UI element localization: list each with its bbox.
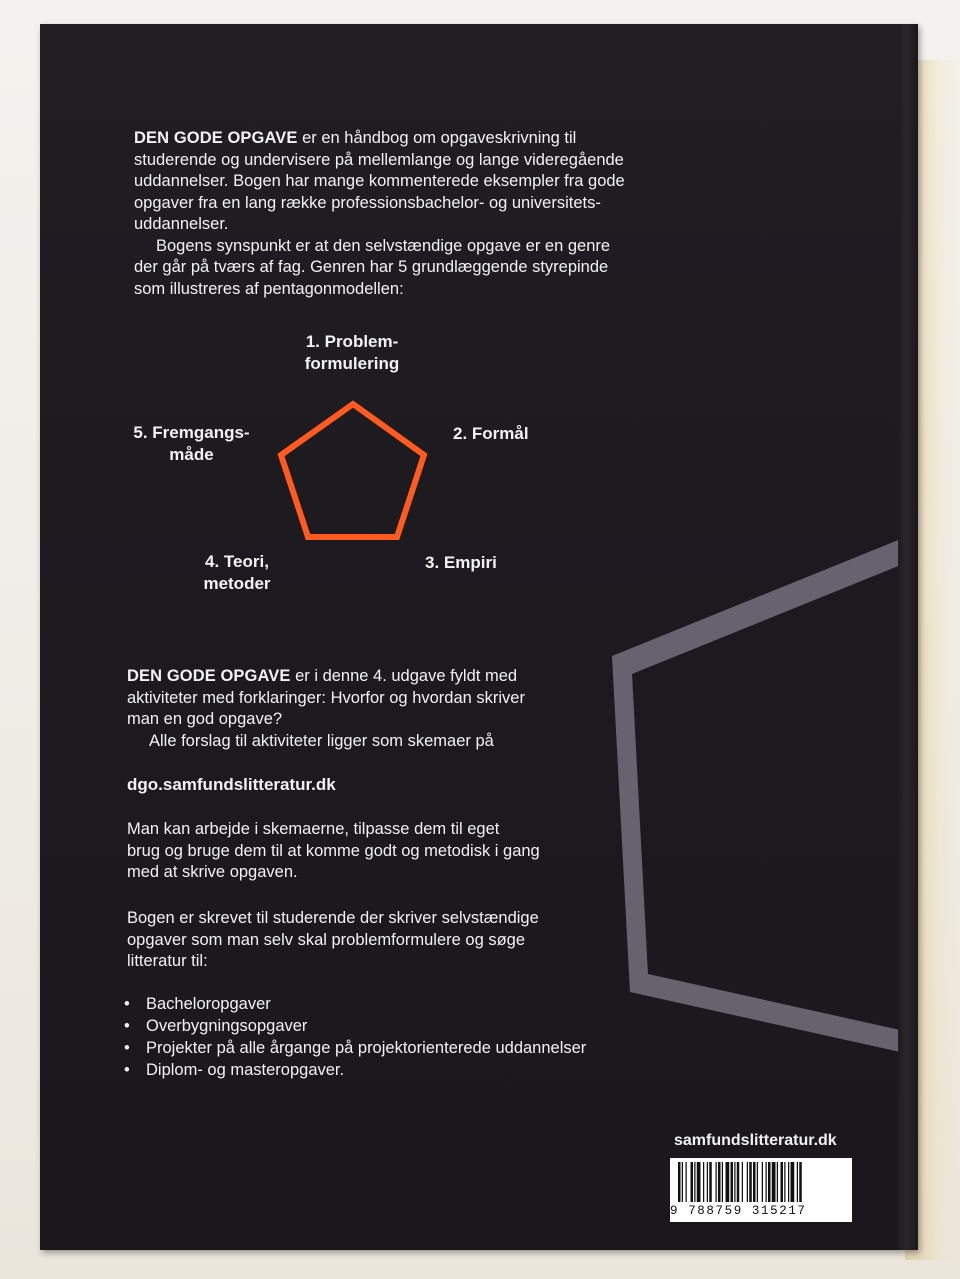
barcode-bar xyxy=(791,1162,795,1202)
barcode-bar xyxy=(753,1162,756,1202)
pentagon-label-fremgangsmaade: 5. Fremgangs- måde xyxy=(133,423,250,464)
barcode-bar xyxy=(788,1162,789,1202)
barcode-bar xyxy=(799,1162,802,1202)
audience-paragraph: Bogen er skrevet til studerende der skriver selvstændige opgaver som man selv skal problemformulere og søge litteratur til: xyxy=(127,909,539,970)
intro-paragraph: DEN GODE OPGAVE er en håndbog om opgaveskrivning til studerende og undervisere på mellemlange og lange videregående uddannelser. Bogen har mange kommenterede eksempler fra gode opgaver fra en lang række professionsbachelor- og universitets- uddannelser. Bogens synspunkt er at den selvstændige opgave er en genre der går på tværs af fag. Genren har 5 grundlæggende styrepinde som illustreres af pentagonmodellen: xyxy=(134,129,625,298)
barcode-bar xyxy=(749,1162,752,1202)
barcode-bar xyxy=(772,1162,776,1202)
barcode-bar xyxy=(768,1162,771,1202)
pentagon-label-empiri: 3. Empiri xyxy=(425,553,497,572)
barcode-digits: 9 788759 315217 xyxy=(670,1204,807,1218)
barcode-bar xyxy=(691,1162,694,1202)
list-item: • Diplom- og masteropgaver. xyxy=(124,1059,644,1081)
barcode-bar xyxy=(703,1162,704,1202)
barcode-bar xyxy=(784,1162,785,1202)
barcode-bars xyxy=(670,1158,852,1206)
barcode-bar xyxy=(762,1162,763,1202)
barcode-bar xyxy=(731,1162,734,1202)
pentagon-model xyxy=(272,394,432,549)
intro-title: DEN GODE OPGAVE xyxy=(134,129,298,147)
publisher-name: samfundslitteratur.dk xyxy=(674,1132,837,1149)
barcode-bar xyxy=(777,1162,778,1202)
book-back-cover xyxy=(40,24,918,1250)
barcode-bar xyxy=(716,1162,717,1202)
barcode-bar xyxy=(694,1162,695,1202)
worksheet-paragraph: Man kan arbejde i skemaerne, tilpasse dem til eget brug og bruge dem til at komme godt og metodisk i gang med at skrive opgaven. xyxy=(127,820,540,881)
barcode-bar xyxy=(742,1162,743,1202)
audience-list xyxy=(124,993,644,1081)
barcode-bar xyxy=(726,1162,730,1202)
barcode-bar xyxy=(766,1162,767,1202)
barcode-bar xyxy=(718,1162,721,1202)
edition-title: DEN GODE OPGAVE xyxy=(127,667,291,685)
list-item: • Overbygningsopgaver xyxy=(124,1015,644,1037)
barcode-bar xyxy=(781,1162,784,1202)
pentagon-label-problemformulering: 1. Problem- formulering xyxy=(304,332,400,373)
website-url: dgo.samfundslitteratur.dk xyxy=(127,775,336,794)
barcode-bar xyxy=(722,1162,723,1202)
spine-edge xyxy=(898,24,918,1250)
pentagon-label-teori-metoder: 4. Teori, metoder xyxy=(203,552,271,593)
barcode-bar xyxy=(697,1162,701,1202)
barcode-bar xyxy=(709,1162,712,1202)
list-item: • Projekter på alle årgange på projektorienterede uddannelser xyxy=(124,1037,644,1059)
barcode-bar xyxy=(797,1162,798,1202)
edition-paragraph: DEN GODE OPGAVE er i denne 4. udgave fyldt med aktiviteter med forklaringer: Hvorfor og hvordan skriver man en god opgave? Alle forslag til aktiviteter ligger som skemaer på xyxy=(127,667,525,750)
barcode xyxy=(670,1158,852,1222)
barcode-bar xyxy=(678,1162,681,1202)
list-item: • Bacheloropgaver xyxy=(124,993,644,1015)
barcode-bar xyxy=(734,1162,735,1202)
barcode-bar xyxy=(757,1162,758,1202)
barcode-bar xyxy=(707,1162,708,1202)
barcode-bar xyxy=(747,1162,748,1202)
barcode-bar xyxy=(686,1162,687,1202)
barcode-bar xyxy=(682,1162,683,1202)
barcode-bar xyxy=(737,1162,740,1202)
pentagon-label-formaal: 2. Formål xyxy=(453,424,529,443)
